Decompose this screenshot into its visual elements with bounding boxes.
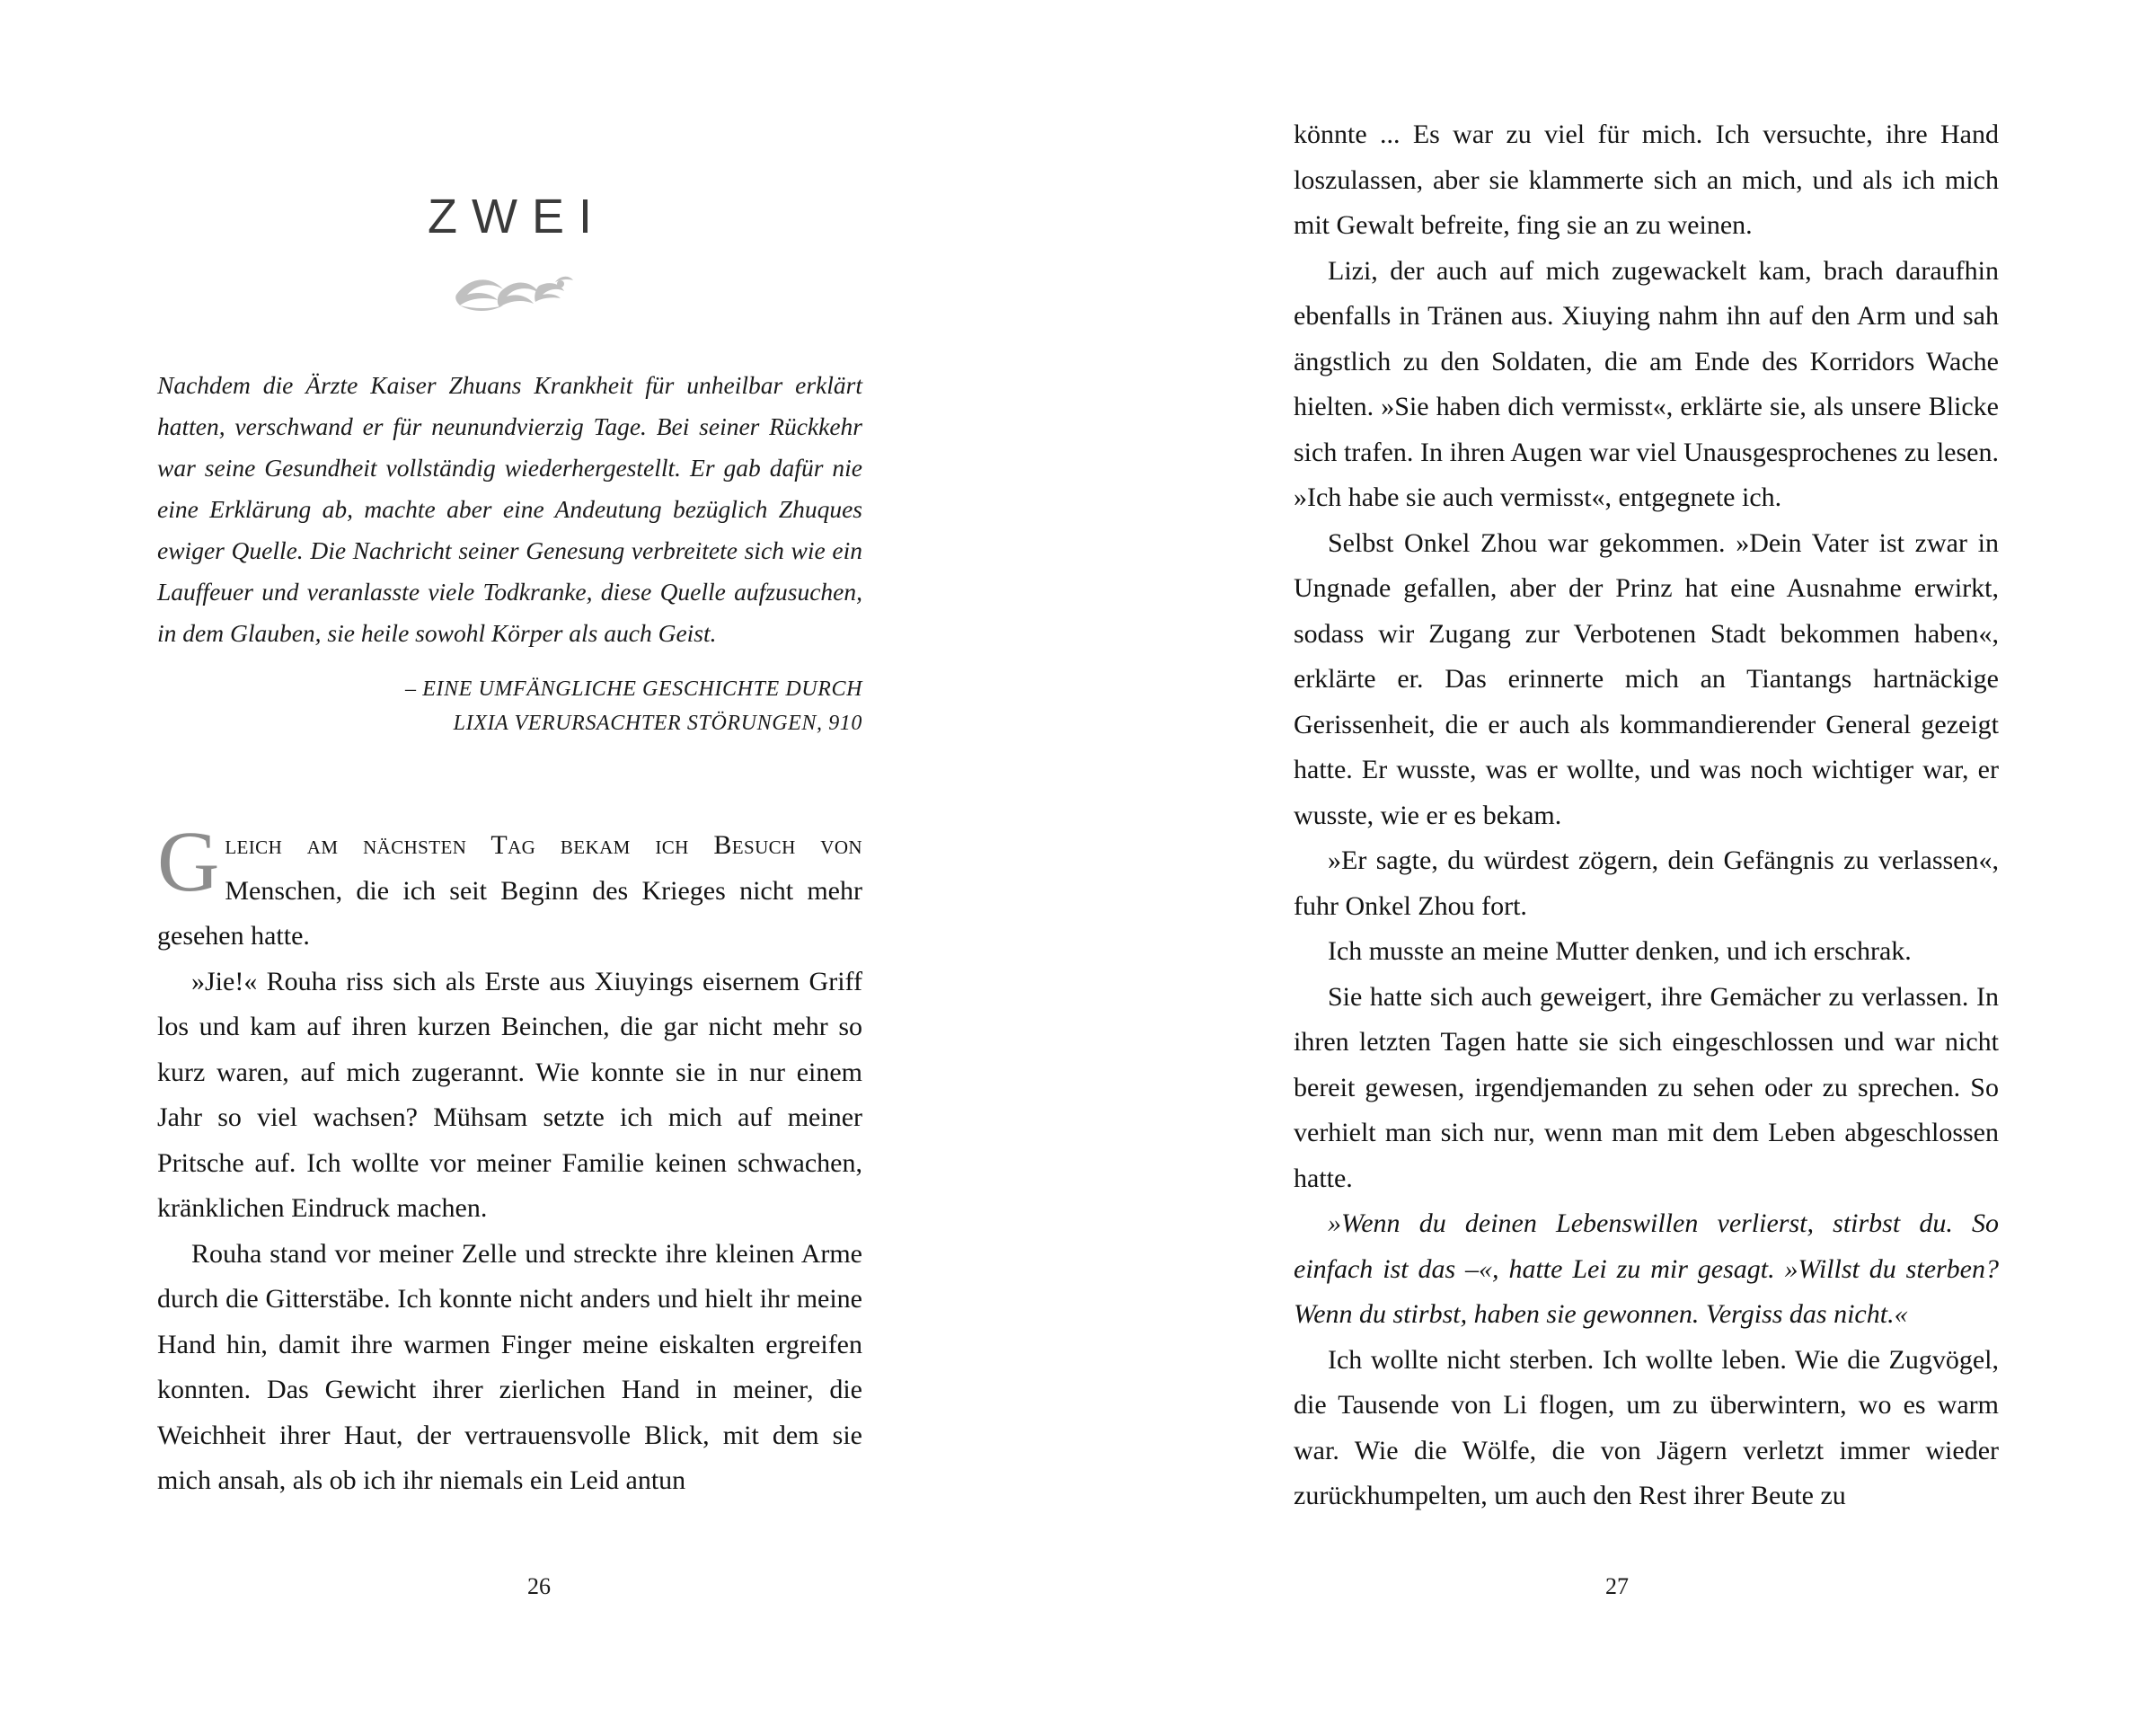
paragraph: Rouha stand vor meiner Zelle und streckte ihre kleinen Arme durch die Gitterstäbe. Ich konnte nicht anders und hielt ihr meine Hand hin, damit ihre warmen Finger meine eiskalten ergreifen konnten. Das Gewicht ihrer zierlichen Hand in meiner, die Weichheit ihrer Haut, der vertrauensvolle Blick, mit dem sie mich ansah, als ob ich ihr niemals ein Leid antun (157, 1238, 862, 1495)
opening-smallcaps: leich am nächsten Tag bekam ich Besuch von (225, 830, 862, 860)
right-body-text (1294, 112, 1999, 1519)
epigraph-source-line-2: LIXIA VERURSACHTER STÖRUNGEN, 910 (453, 712, 862, 735)
paragraph: Lizi, der auch auf mich zugewackelt kam, brach daraufhin ebenfalls in Tränen aus. Xiuying nahm ihn auf den Arm und sah ängstlich zu den Soldaten, die am Ende des Korridors Wache hielten. »Sie haben dich vermisst«, erklärte sie, als unsere Blicke sich trafen. In ihren Augen war viel Unausgesprochenes zu lesen. »Ich habe sie auch vermisst«, entgegnete ich. (1294, 255, 1999, 512)
opening-rest: Menschen, die ich seit Beginn des Krieges nicht mehr gesehen hatte. (157, 875, 862, 951)
floral-ornament-icon (438, 268, 582, 316)
epigraph-text: Nachdem die Ärzte Kaiser Zhuans Krankheit für unheilbar erklärt hatten, verschwand er für neunundvierzig Tage. Bei seiner Rückkehr war seine Gesundheit vollständig wiederhergestellt. Er gab dafür nie eine Erklärung ab, machte aber eine Andeutung bezüglich Zhuques ewiger Quelle. Die Nachricht seiner Genesung verbreitete sich wie ein Lauffeuer und veranlasste viele Todkranke, diese Quelle aufzusuchen, in dem Glauben, sie heile sowohl Körper als auch Geist. (157, 371, 862, 647)
chapter-header (157, 189, 862, 316)
page-number-right: 27 (1605, 1573, 1629, 1599)
chapter-title: ZWEI (428, 190, 606, 243)
left-body-text (157, 813, 862, 1504)
paragraph: Sie hatte sich auch geweigert, ihre Gemächer zu verlassen. In ihren letzten Tagen hatte sie sich eingeschlossen und war nicht bereit gewesen, irgendjemanden zu sehen oder zu sprechen. So verhielt man sich nur, wenn man mit dem Leben abgeschlossen hatte. (1294, 981, 1999, 1193)
page-number-left: 26 (527, 1573, 551, 1599)
paragraph: »Er sagte, du würdest zögern, dein Gefängnis zu verlassen«, fuhr Onkel Zhou fort. (1294, 845, 1999, 921)
paragraph: Selbst Onkel Zhou war gekommen. »Dein Vater ist zwar in Ungnade gefallen, aber der Prinz hat eine Ausnahme erwirkt, sodass wir Zugang zur Verbotenen Stadt bekommen haben«, erklärte er. Das erinnerte mich an Tiantangs hartnäckige Gerissenheit, die er auch als kommandierender General gezeigt hatte. Er wusste, was er wollte, und was noch wichtiger war, er wusste, wie er es bekam. (1294, 527, 1999, 830)
epigraph-source (157, 672, 862, 740)
paragraph: »Wenn du deinen Lebenswillen verlierst, stirbst du. So einfach ist das –«, hatte Lei zu mir gesagt. »Willst du sterben? Wenn du stirbst, haben sie gewonnen. Vergiss das nicht.« (1294, 1208, 1999, 1329)
right-page (1078, 0, 2156, 1717)
drop-cap: G (157, 813, 220, 909)
paragraph: »Jie!« Rouha riss sich als Erste aus Xiuyings eisernem Griff los und kam auf ihren kurzen Beinchen, die gar nicht mehr so kurz waren, auf mich zugerannt. Wie konnte sie in nur einem Jahr so viel wachsen? Mühsam setzte ich mich auf meiner Pritsche auf. Ich wollte vor meiner Familie keinen schwachen, kränklichen Eindruck machen. (157, 966, 862, 1223)
paragraph: Ich wollte nicht sterben. Ich wollte leben. Wie die Zugvögel, die Tausende von Li flogen, um zu überwintern, wo es warm war. Wie die Wölfe, die von Jägern verletzt immer wieder zurückhumpelten, um auch den Rest ihrer Beute zu (1294, 1344, 1999, 1510)
paragraph: Ich musste an meine Mutter denken, und ich erschrak. (1328, 936, 1912, 966)
epigraph-source-line-1: – EINE UMFÄNGLICHE GESCHICHTE DURCH (405, 677, 862, 701)
opening-paragraph (157, 813, 862, 960)
paragraph: könnte ... Es war zu viel für mich. Ich versuchte, ihre Hand loszulassen, aber sie klammerte sich an mich, und als ich mich mit Gewalt befreite, fing sie an zu weinen. (1294, 119, 1999, 240)
